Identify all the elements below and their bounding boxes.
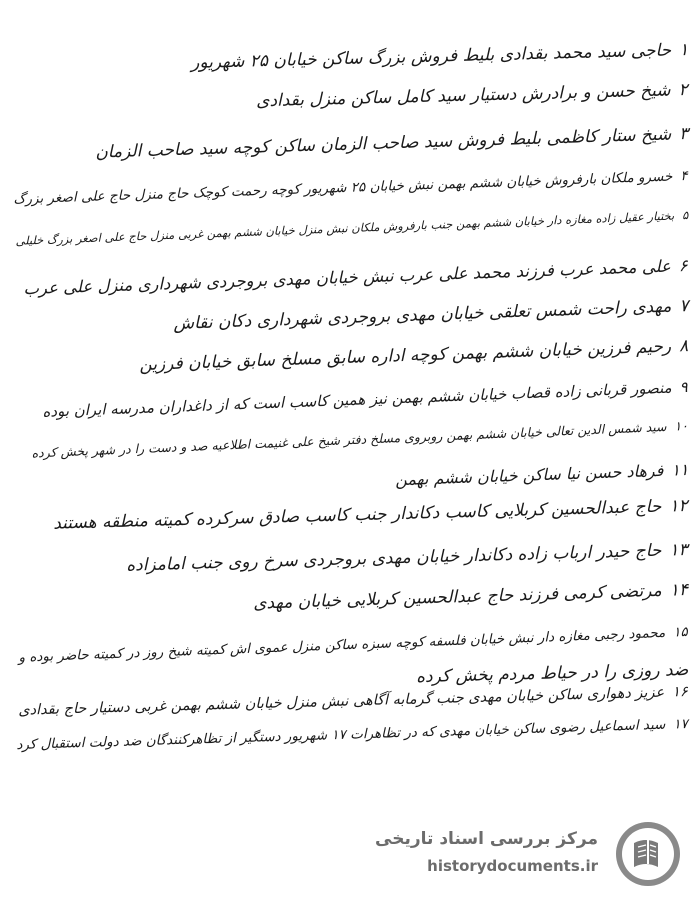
watermark [375,819,684,889]
line-number: ۹ [679,378,689,397]
archive-logo-icon [612,819,684,889]
document-line [253,580,688,614]
watermark-title: مرکز بررسی اسناد تاریخی [375,829,598,849]
line-number: ۱۷ [673,716,689,733]
document-line [15,208,688,248]
line-text: سید اسماعیل رضوی ساکن خیابان مهدی که در تظاهرات ۱۷ شهریور دستگیر از تظاهرکنندگان ضد دولت استقبال کرد [16,716,666,754]
line-number: ۶ [678,256,689,276]
line-number: ۱۳ [669,540,689,561]
line-number: ۱۰ [674,418,689,434]
document-line [416,660,689,687]
line-text: حاج حیدر ارباب زاده دکاندار خیابان مهدی بروجردی سرخ روی جنب امامزاده [126,540,663,576]
line-number: ۲ [678,80,689,101]
line-number: ۱۵ [673,624,689,641]
line-text: عزیز دهواری ساکن خیابان مهدی جنب گرمابه آگاهی نبش منزل خیابان ششم بهمن غربی دستیار حاج بقدادی [18,684,665,719]
document-line [18,624,688,666]
line-number: ۱۶ [672,684,689,701]
line-text: رحیم فرزین خیابان ششم بهمن کوچه اداره سابق مسلخ سابق خیابان فرزین [138,336,672,376]
document-line [172,296,688,334]
line-text: شیخ حسن و برادرش دستیار سید کامل ساکن منزل بقدادی [256,80,672,112]
line-number: ۳ [678,124,689,145]
line-text: مهدی راحت شمس تعلقی خیابان مهدی بروجردی شهرداری دکان نقاش [172,296,672,334]
line-text: حاجی سید محمد بقدادی بلیط فروش بزرگ ساکن خیابان ۲۵ شهریور [190,40,672,74]
line-text: حاج عبدالحسین کربلایی کاسب دکاندار جنب کاسب صادق سرکرده کمیته منطقه هستند [53,496,663,534]
line-text: منصور قربانی زاده قصاب خیابان ششم بهمن نیز همین کاسب است که از داغداران مدرسه ایران بوده [42,378,673,421]
line-text: محمود رجبی مغازه دار نبش خیابان فلسفه کوچه سبزه ساکن منزل عموی اش کمیته شیخ روز در کمیته حاضر بوده و [18,624,666,666]
document-line [139,336,689,375]
document-line [256,80,688,111]
line-text: فرهاد حسن نیا ساکن خیابان ششم بهمن [394,460,664,490]
document-line [191,40,689,73]
line-number: ۱۴ [669,580,689,601]
document-line [14,168,689,208]
document-line [126,540,688,576]
document-line [53,496,688,534]
line-number: ۷ [678,296,689,317]
line-number: ۵ [681,208,689,223]
line-text: بختیار عقیل زاده مغازه دار خیابان ششم بهمن جنب بارفروش ملکان نبش منزل خیابان ششم بهمن غربی منزل حاج علی اصغر بزرگ خلیلی [14,208,675,248]
document-line [394,460,688,489]
document-line [16,716,688,753]
document-line [23,256,688,298]
line-text: خسرو ملکان بارفروش خیابان ششم بهمن نبش خیابان ۲۵ شهریور کوچه رحمت کوچک حاج منزل حاج علی اصغر بزرگ [13,168,674,208]
line-number: ۱۱ [670,460,689,480]
line-number: ۱۲ [669,496,689,517]
line-text: مرتضی کرمی فرزند حاج عبدالحسین کربلایی خیابان مهدی [252,580,663,614]
line-text: علی محمد عرب فرزند محمد علی عرب نبش خیابان مهدی بروجردی شهرداری منزل علی عرب [23,256,672,299]
watermark-url: historydocuments.ir [427,857,598,875]
line-text: سید شمس الدین تعالی خیابان ششم بهمن روبروی مسلخ دفتر شیخ علی غنیمت اطلاعیه صد و دست را در شهر پخش کرده [31,418,667,461]
line-text: ضد روزی را در حیاط مردم پخش کرده [415,660,689,688]
document-line [18,684,688,719]
document-line [95,124,689,163]
document-line [31,418,688,460]
line-number: ۱ [678,40,689,61]
line-text: شیخ ستار کاظمی بلیط فروش سید صاحب الزمان ساکن کوچه سید صاحب الزمان [94,124,672,163]
line-number: ۴ [680,168,689,185]
line-number: ۸ [678,336,689,357]
document-line [43,378,689,421]
